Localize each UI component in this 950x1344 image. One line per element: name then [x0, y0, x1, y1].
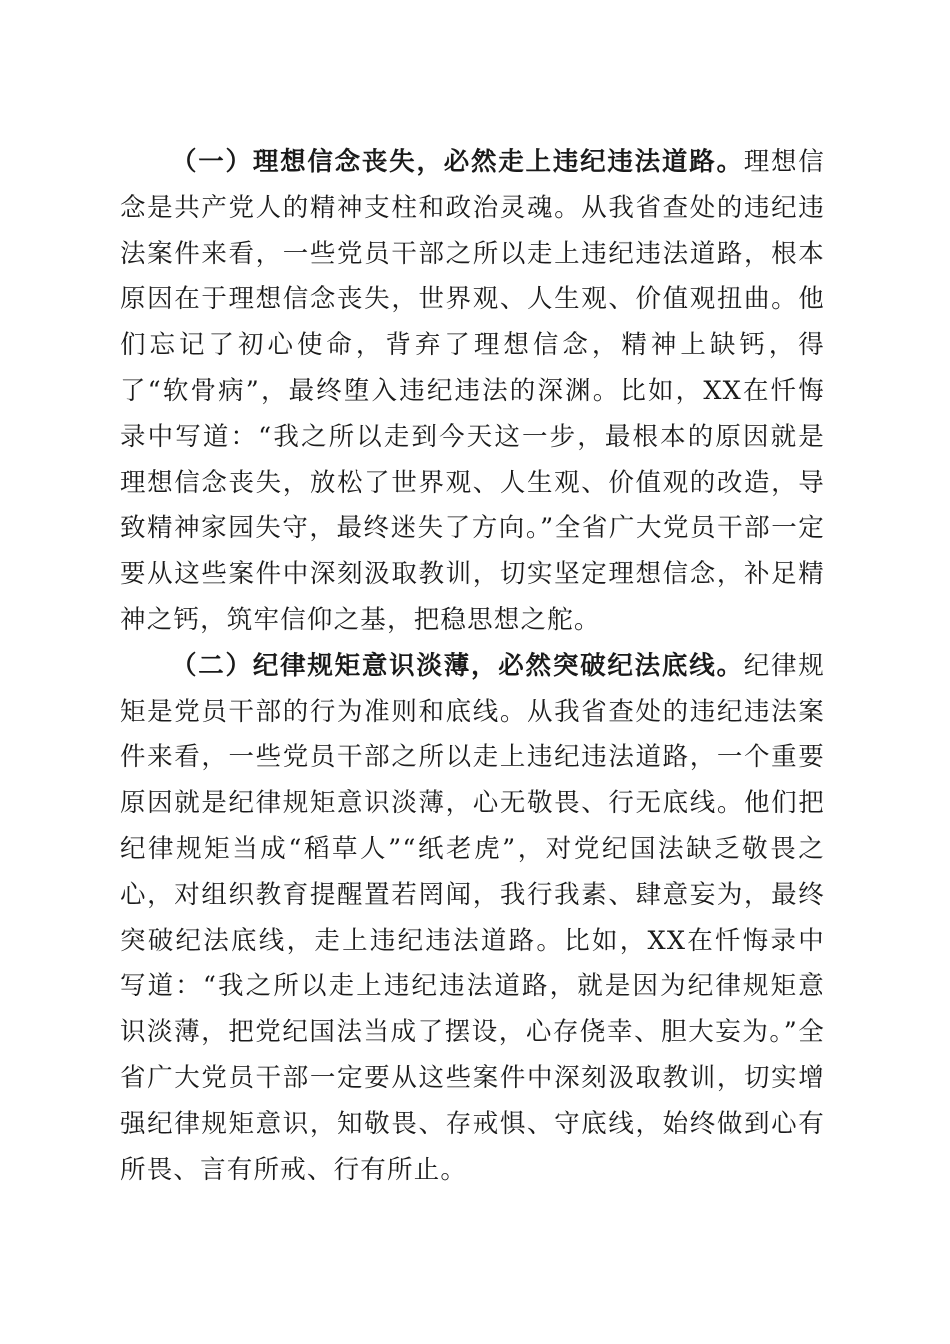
paragraph-text: 理想信念是共产党人的精神支柱和政治灵魂。从我省查处的违纪违法案件来看，一些党员干部之所以走上违纪违法道路，根本原因在于理想信念丧失，世界观、人生观、价值观扭曲。他们忘记了初心使命，背弃了理想信念，精神上缺钙，得了“软骨病”，最终堕入违纪违法的深渊。比如，XX在忏悔录中写道：“我之所以走到今天这一步，最根本的原因就是理想信念丧失，放松了世界观、人生观、价值观的改造，导致精神家园失守，最终迷失了方向。”全省广大党员干部一定要从这些案件中深刻汲取教训，切实坚定理想信念，补足精神之钙，筑牢信仰之基，把稳思想之舵。	[120, 147, 825, 635]
paragraph-ideals-and-beliefs	[120, 140, 825, 644]
paragraph-heading: （二）纪律规矩意识淡薄，必然突破纪法底线。	[171, 650, 744, 681]
paragraph-discipline-awareness	[120, 644, 825, 1194]
paragraph-heading: （一）理想信念丧失，必然走上违纪违法道路。	[171, 147, 744, 177]
document-body	[120, 140, 825, 1193]
paragraph-text: 纪律规矩是党员干部的行为准则和底线。从我省查处的违纪违法案件来看，一些党员干部之所以走上违纪违法道路，一个重要原因就是纪律规矩意识淡薄，心无敬畏、行无底线。他们把纪律规矩当成“稻草人”“纸老虎”，对党纪国法缺乏敬畏之心，对组织教育提醒置若罔闻，我行我素、肆意妄为，最终突破纪法底线，走上违纪违法道路。比如，XX在忏悔录中写道：“我之所以走上违纪违法道路，就是因为纪律规矩意识淡薄，把党纪国法当成了摆设，心存侥幸、胆大妄为。”全省广大党员干部一定要从这些案件中深刻汲取教训，切实增强纪律规矩意识，知敬畏、存戒惧、守底线，始终做到心有所畏、言有所戒、行有所止。	[120, 650, 825, 1185]
